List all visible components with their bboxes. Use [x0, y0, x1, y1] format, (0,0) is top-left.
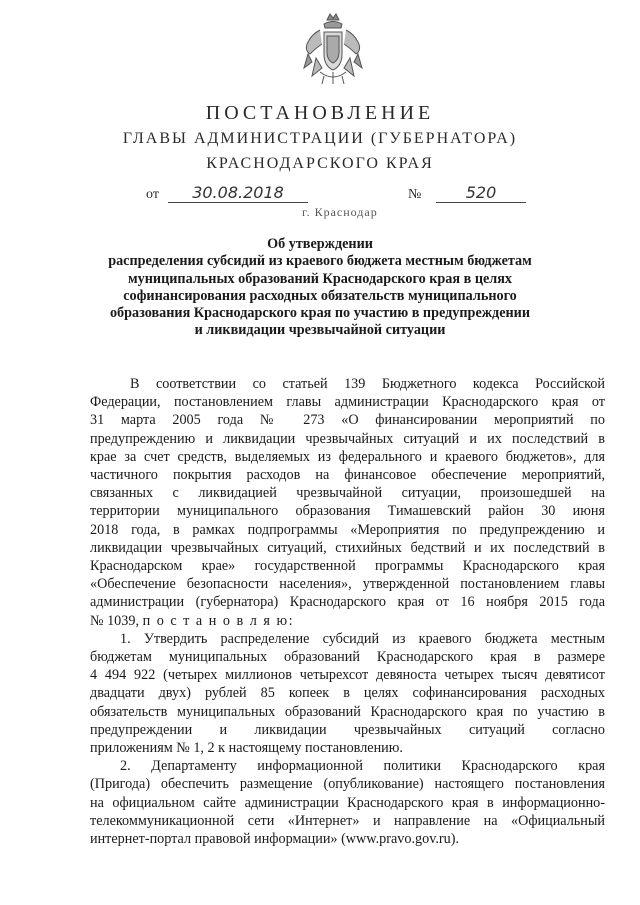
preamble-line: 2018 года, в рамках подпрограммы «Мероприятия по предупреждению и: [90, 521, 605, 538]
item2-line: (Пригода) обеспечить размещение (опубликование) настоящего постановления: [90, 776, 605, 793]
number-label: №: [408, 187, 422, 202]
item1-line: двадцати двух) рублей 85 копеек в целях софинансирования расходных: [90, 685, 605, 702]
preamble-line: предупреждению и ликвидации чрезвычайных ситуаций и их последствий в: [90, 430, 605, 447]
decree-number: 520: [436, 183, 526, 203]
title-line: и ликвидации чрезвычайной ситуации: [194, 322, 446, 339]
title-line: муниципальных образований Краснодарского края в целях: [127, 270, 513, 287]
preamble-line: Краснодарском крае» государственной программы Краснодарского края: [90, 558, 605, 575]
decree-word: п о с т а н о в л я ю:: [142, 612, 295, 629]
coat-of-arms-icon: [298, 10, 368, 88]
preamble-line: частичного покрытия расходов на финансовое обеспечение мероприятий,: [90, 467, 605, 484]
title-line: Об утверждении: [267, 236, 373, 252]
preamble-line: 31 марта 2005 года № 273 «О финансировании мероприятий по: [90, 412, 605, 429]
date-label: от: [146, 187, 159, 202]
preamble-line: «Обеспечение безопасности населения», утвержденной постановлением главы: [90, 576, 605, 593]
date-number-line: [146, 183, 546, 207]
city-label: г. Краснодар: [302, 205, 378, 219]
preamble-line: крае за счет средств, выделяемых из федерального и краевого бюджетов», для: [90, 448, 605, 465]
preamble-tail: № 1039,: [90, 612, 140, 629]
item1-line: обязательств муниципальных образований Краснодарского края по участию в: [90, 703, 605, 720]
issuer-heading: ГЛАВЫ АДМИНИСТРАЦИИ (ГУБЕРНАТОРА): [122, 130, 518, 147]
decree-body: [90, 375, 605, 848]
item1-line: предупреждении и ликвидации чрезвычайных ситуаций согласно: [90, 721, 605, 738]
title-line: образования Краснодарского края по участию в предупреждении: [109, 305, 531, 322]
preamble-line: территории муниципального образования Тимашевский район 30 июня: [90, 503, 605, 520]
item2-line: 2. Департаменту информационной политики Краснодарского края: [120, 758, 605, 775]
preamble-line: Федерации, постановлением главы администрации Краснодарского края от: [90, 394, 605, 411]
region-heading: КРАСНОДАРСКОГО КРАЯ: [206, 155, 434, 172]
decree-title: [95, 236, 545, 340]
preamble-line: связанных с ликвидацией чрезвычайной ситуации, произошедшей на: [90, 485, 605, 502]
item1-line: приложениям № 1, 2 к настоящему постановлению.: [90, 740, 403, 757]
item2-line: телекоммуникационной сети «Интернет» и направление на «Официальный: [90, 812, 605, 829]
decree-date: 30.08.2018: [168, 183, 308, 203]
preamble-line: администрации (губернатора) Краснодарского края от 16 ноября 2015 года: [90, 594, 605, 611]
item2-line: интернет-портал правовой информации» (www.pravo.gov.ru).: [90, 831, 459, 848]
item1-line: 1. Утвердить распределение субсидий из краевого бюджета местным: [120, 630, 605, 647]
preamble-line-final: [90, 612, 605, 630]
title-line: софинансирования расходных обязательств муниципального: [123, 287, 517, 304]
preamble-line: ликвидации чрезвычайных ситуаций, стихийных бедствий и их последствий в: [90, 539, 605, 556]
preamble-line: В соответствии со статьей 139 Бюджетного кодекса Российской: [130, 376, 605, 392]
item1-line: 4 494 922 (четырех миллионов четырехсот девяноста четырех тысяч девятисот: [90, 667, 605, 684]
item1-line: бюджетам муниципальных образований Краснодарского края в размере: [90, 649, 605, 666]
title-line: распределения субсидий из краевого бюджета местным бюджетам: [108, 253, 532, 270]
item2-line: на официальном сайте администрации Краснодарского края в информационно-: [90, 794, 605, 811]
doc-type-heading: ПОСТАНОВЛЕНИЕ: [205, 102, 435, 124]
